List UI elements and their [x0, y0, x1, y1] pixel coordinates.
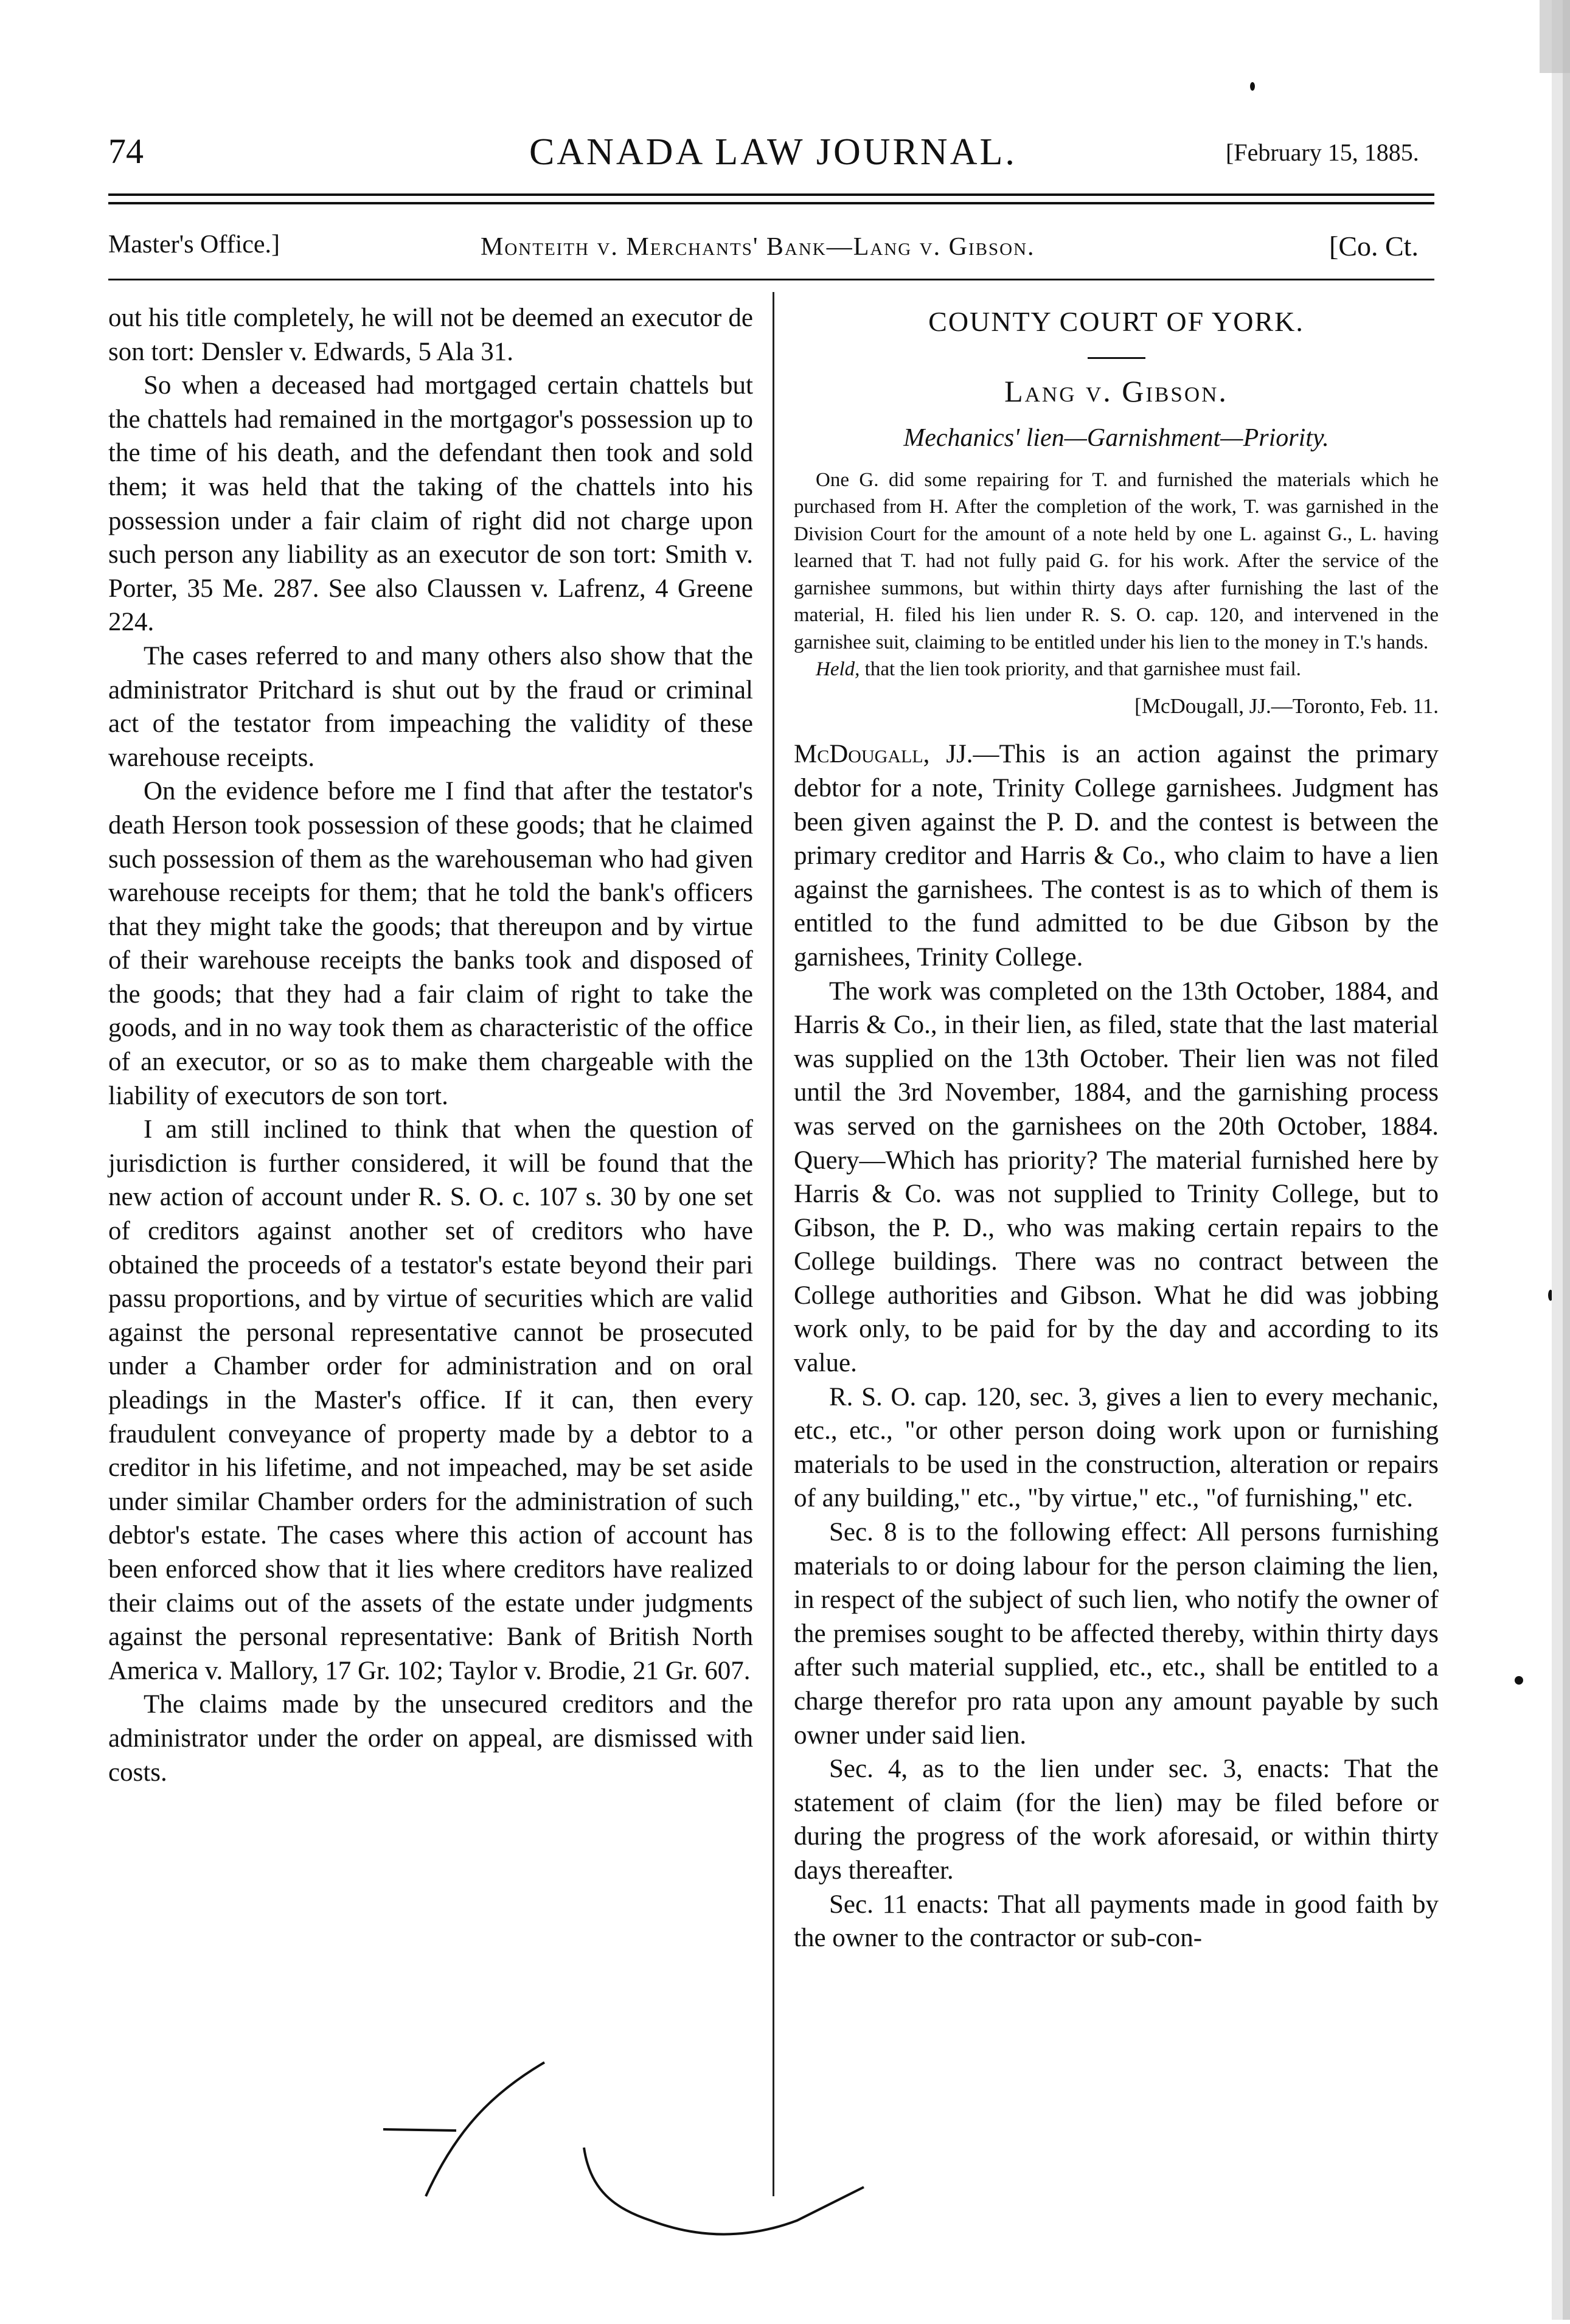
header-rule-bottom [108, 202, 1434, 204]
left-paragraph-3: The cases referred to and many others also show that the administrator Pritchard is shut out by the fraud or criminal act of the testator from impeaching the validity of these warehouse receipts. [108, 641, 753, 772]
page-number: 74 [108, 131, 144, 171]
right-column [794, 301, 1439, 1955]
issue-date: [February 15, 1885. [1226, 139, 1419, 166]
held-word: Held, [816, 658, 860, 681]
page-edge-shadow [1491, 0, 1570, 2320]
ink-mark [1250, 82, 1255, 91]
subhead-rule [108, 279, 1434, 280]
held-rest: that the lien took priority, and that garnishee must fail. [860, 658, 1301, 681]
headnote-held [794, 656, 1439, 683]
court-heading-rule [1088, 357, 1145, 359]
left-paragraph-4: On the evidence before me I find that after the testator's death Herson took possession of these goods; that he claimed such possession of them as the warehouseman who had given warehouse receipts for them; that he told the bank's officers that they might take the goods; that thereupon and by virtue of their warehouse receipts the banks took and disposed of the goods; that they had a fair claim of right to take the goods, and in no way took them as characteristic of the office of an executor, or so as to make them chargeable with the liability of executors de son tort. [108, 777, 753, 1110]
column-divider [773, 292, 774, 2196]
left-column [108, 301, 753, 1789]
right-paragraph-1 [794, 737, 1439, 974]
right-paragraph-4: Sec. 8 is to the following effect: All persons furnishing materials to or doing labour for the person claiming the lien, in respect of the subject of such lien, who notify the owner of the premises sought to be affected thereby, within thirty days after such material supplied, etc., etc., shall be entitled to a charge therefor pro rata upon any amount payable by such owner under said lien. [794, 1518, 1439, 1750]
right-paragraph-2: The work was completed on the 13th October, 1884, and Harris & Co., in their lien, as filed, state that the last material was supplied on the 13th October. Their lien was not filed until the 3rd November, 1884, and the garnishing process was served on the garnishees on the 20th October, 1884. Query—Which has priority? The material furnished here by Harris & Co. was not supplied to Trinity College, but to Gibson, the P. D., who was making certain repairs to the College buildings. There was no contract between the College authorities and Gibson. What he did was jobbing work only, to be paid for by the day and according to its value. [794, 976, 1439, 1378]
running-head [0, 131, 1570, 179]
right-paragraph-3: R. S. O. cap. 120, sec. 3, gives a lien to every mechanic, etc., etc., "or other person doing work upon or furnishing materials to be used in the construction, alteration or repairs of any building," etc., "by virtue," etc., "of furnishing," etc. [794, 1382, 1439, 1513]
right-paragraph-5: Sec. 4, as to the lien under sec. 3, enacts: That the statement of claim (for the lien) may be filed before or during the progress of the work aforesaid, or within thirty days thereafter. [794, 1755, 1439, 1885]
headnote [794, 467, 1439, 683]
judge-line: [McDougall, JJ.—Toronto, Feb. 11. [1134, 694, 1439, 718]
left-paragraph-5: I am still inclined to think that when the question of jurisdiction is further considered, it will be found that the new action of account under R. S. O. c. 107 s. 30 by one set of creditors against another set of creditors who have obtained the proceeds of a testator's estate beyond their pari passu proportions, and by virtue of securities which are valid against the personal representative cannot be prosecuted under a Chamber order for administration and on oral pleadings in the Master's office. If it can, then every fraudulent conveyance of property made by a debtor to a creditor in his lifetime, and not impeached, may be set aside under similar Chamber orders for the administration of such debtor's estate. The cases where this action of account has been enforced show that it lies where creditors have realized their claims out of the assets of the estate under judgments against the personal representative: Bank of British North America v. Mallory, 17 Gr. 102; Taylor v. Brodie, 21 Gr. 607. [108, 1115, 753, 1685]
case-title: Lang v. Gibson. [1004, 374, 1228, 408]
subhead-left: Master's Office.] [108, 231, 280, 259]
journal-title: CANADA LAW JOURNAL. [529, 131, 1017, 173]
pen-scribble [383, 2056, 992, 2324]
headnote-facts: One G. did some repairing for T. and furnished the materials which he purchased from H. After the completion of the work, T. was garnished in the Division Court for the amount of a note held by one L. against G., L. having learned that T. had not fully paid G. for his work. After the service of the garnishee summons, but within thirty days after furnishing the last of the material, H. filed his lien under R. S. O. cap. 120, and intervened in the garnishee suit, claiming to be entitled under his lien to the money in T.'s hands. [794, 468, 1439, 653]
court-heading: COUNTY COURT OF YORK. [928, 306, 1304, 337]
subhead-right: [Co. Ct. [1329, 231, 1419, 262]
right-paragraph-6: Sec. 11 enacts: That all payments made in good faith by the owner to the contractor or sub-con- [794, 1890, 1439, 1953]
section-subhead [0, 230, 1570, 273]
judge-name-lead: McDougall, JJ. [794, 740, 973, 769]
header-rule-top [108, 193, 1434, 196]
left-paragraph-6: The claims made by the unsecured creditors and the administrator under the order on appeal, are dismissed with costs. [108, 1690, 753, 1787]
left-paragraph-1: out his title completely, he will not be deemed an executor de son tort: Densler v. Edwards, 5 Ala 31. [108, 304, 753, 366]
case-keywords: Mechanics' lien—Garnishment—Priority. [903, 424, 1329, 453]
subhead-center: Monteith v. Merchants' Bank—Lang v. Gibson. [481, 233, 1035, 261]
right-paragraph-1-text: —This is an action against the primary debtor for a note, Trinity College garnishees. Judgment has been given against the P. D. and the contest is between the primary creditor and Harris & Co., who claim to have a lien against the garnishees. The contest is as to which of them is entitled to the fund admitted to be due Gibson by the garnishees, Trinity College. [794, 740, 1439, 972]
left-paragraph-2: So when a deceased had mortgaged certain chattels but the chattels had remained in the mortgagor's possession up to the time of his death, and the defendant then took and sold them; it was held that the taking of the chattels into his possession under a fair claim of right did not charge upon such person any liability as an executor de son tort: Smith v. Porter, 35 Me. 287. See also Claussen v. Lafrenz, 4 Greene 224. [108, 371, 753, 637]
